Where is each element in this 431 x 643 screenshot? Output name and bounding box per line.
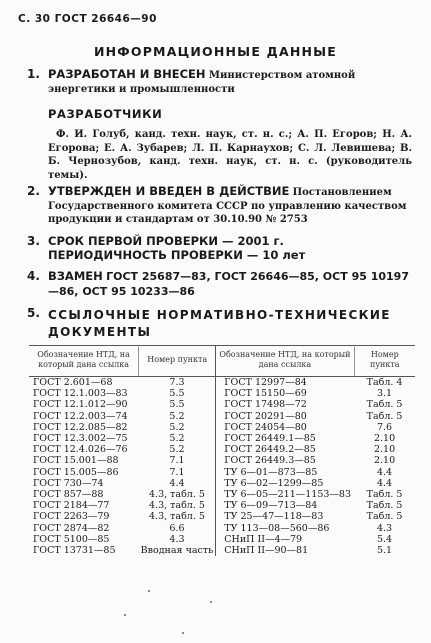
section-5-number: 5. [27, 306, 40, 320]
section-2-number: 2. [27, 184, 40, 198]
ref-clause-left: 5.2 [139, 433, 216, 444]
ref-clause-left: 4.3, табл. 5 [139, 489, 216, 500]
ref-doc-left: ГОСТ 12.1.003—83 [33, 388, 128, 400]
ref-doc-right: ГОСТ 26449.2—85 [224, 444, 316, 456]
section-1 [27, 68, 412, 96]
ref-doc-right: ТУ 113—08—560—86 [224, 522, 330, 534]
col-header-clause-right: Номер пункта [354, 346, 415, 377]
scan-speck [210, 601, 212, 603]
table-row [29, 534, 415, 545]
table-header-row [29, 346, 415, 377]
section-3-line-1: СРОК ПЕРВОЙ ПРОВЕРКИ — 2001 г. [48, 234, 284, 248]
scan-speck [148, 590, 150, 592]
section-2-text: Постановлением Государственного комитета СССР по управлению качеством продукции и стандартам от 30.10.90 № 2753 [48, 187, 407, 225]
section-3-line-2: ПЕРИОДИЧНОСТЬ ПРОВЕРКИ — 10 лет [48, 247, 306, 262]
ref-clause-right: Табл. 5 [366, 500, 403, 512]
section-5 [27, 307, 412, 341]
section-3-number: 3. [27, 234, 40, 248]
ref-clause-left: 4.4 [139, 478, 216, 489]
ref-clause-left: 4.3 [139, 534, 216, 545]
ref-clause-left: 6.6 [139, 523, 216, 534]
ref-doc-right: ГОСТ 12997—84 [224, 377, 307, 388]
section-4-heading: ВЗАМЕН [48, 269, 103, 283]
ref-clause-right: 2.10 [373, 455, 396, 467]
developers-text: Ф. И. Голуб, канд. техн. наук, ст. н. с.; А. П. Егоров; Н. А. Егорова; Е. А. Зубарев; Л. П. Карнаухов; С. Л. Левишева; В. Б. Чернозубов, канд. техн. наук, ст. н. с. (руководитель темы). [48, 129, 412, 181]
ref-clause-right: 5.1 [376, 545, 393, 557]
ref-clause-left: 5.5 [139, 399, 216, 410]
col-header-doc-left: Обозначение НТД, на который дана ссылка [29, 346, 139, 377]
ref-clause-right: 5.4 [376, 533, 393, 545]
section-4-text: ГОСТ 25687—83, ГОСТ 26646—85, ОСТ 95 10197—86, ОСТ 95 10233—86 [48, 270, 409, 298]
table-row [29, 511, 415, 522]
ref-doc-right: СНиП II—90—81 [224, 545, 309, 557]
ref-clause-right: Табл. 4 [366, 377, 403, 388]
references-table [29, 345, 415, 556]
ref-clause-left: 5.2 [139, 422, 216, 433]
ref-doc-left: ГОСТ 857—88 [33, 489, 104, 501]
scan-speck [182, 632, 184, 634]
col-header-doc-right: Обозначение НТД, на который дана ссылка [216, 346, 354, 377]
section-2 [27, 185, 412, 227]
ref-doc-right: СНиП II—4—79 [224, 533, 303, 545]
ref-doc-right: ГОСТ 17498—72 [224, 399, 307, 411]
ref-clause-right: 7.6 [376, 421, 393, 433]
ref-clause-right: 2.10 [373, 433, 396, 445]
table-row [29, 545, 415, 556]
document-title: ИНФОРМАЦИОННЫЕ ДАННЫЕ [93, 44, 338, 59]
ref-doc-right: ТУ 6—05—211—1153—83 [224, 489, 352, 501]
ref-doc-left: ГОСТ 12.2.085—82 [33, 421, 128, 433]
ref-doc-left: ГОСТ 5100—85 [33, 533, 110, 545]
table-row [29, 377, 415, 389]
ref-doc-left: ГОСТ 730—74 [33, 477, 104, 489]
ref-doc-right: ГОСТ 26449.1—85 [224, 433, 316, 445]
ref-doc-left: ГОСТ 12.1.012—90 [33, 399, 128, 411]
ref-doc-right: ГОСТ 24054—80 [224, 421, 307, 433]
ref-clause-right: 4.4 [376, 477, 393, 489]
table-row [29, 433, 415, 444]
ref-doc-right: ТУ 6—01—873—85 [224, 466, 318, 478]
table-row [29, 467, 415, 478]
table-row [29, 455, 415, 466]
ref-doc-left: ГОСТ 2.601—68 [33, 377, 113, 388]
ref-doc-left: ГОСТ 15.001—88 [33, 455, 119, 467]
col-header-clause-left: Номер пункта [139, 346, 216, 377]
table-row [29, 411, 415, 422]
section-1-heading: РАЗРАБОТАН И ВНЕСЕН [48, 67, 206, 81]
table-row [29, 444, 415, 455]
ref-doc-left: ГОСТ 13731—85 [33, 545, 116, 557]
ref-clause-left: 5.2 [139, 411, 216, 422]
table-row [29, 399, 415, 410]
section-2-heading: УТВЕРЖДЕН И ВВЕДЕН В ДЕЙСТВИЕ [48, 184, 290, 198]
ref-clause-left: 5.2 [139, 444, 216, 455]
table-row [29, 523, 415, 534]
developers-list [48, 128, 412, 182]
ref-doc-right: ГОСТ 15150—69 [224, 388, 307, 400]
ref-clause-left: 4.3, табл. 5 [139, 500, 216, 511]
ref-clause-left: 7.1 [139, 467, 216, 478]
ref-doc-left: ГОСТ 2184—77 [33, 500, 110, 512]
section-5-heading: ССЫЛОЧНЫЕ НОРМАТИВНО-ТЕХНИЧЕСКИЕ ДОКУМЕНТЫ [48, 308, 391, 339]
section-1-number: 1. [27, 67, 40, 81]
ref-clause-right: Табл. 5 [366, 489, 403, 501]
table-row [29, 489, 415, 500]
section-4-number: 4. [27, 269, 40, 283]
section-4 [27, 270, 412, 299]
ref-clause-right: 4.3 [376, 522, 393, 534]
ref-clause-right: Табл. 5 [366, 511, 403, 523]
ref-clause-left: 7.1 [139, 455, 216, 466]
ref-doc-right: ТУ 6—09—713—84 [224, 500, 318, 512]
ref-clause-right: 2.10 [373, 444, 396, 456]
scan-speck [124, 614, 126, 616]
ref-doc-right: ТУ 25—47—118—83 [224, 511, 324, 523]
ref-clause-right: 4.4 [376, 466, 393, 478]
ref-doc-left: ГОСТ 12.2.003—74 [33, 410, 128, 422]
ref-doc-right: ГОСТ 20291—80 [224, 410, 307, 422]
table-row [29, 478, 415, 489]
ref-clause-right: 3.1 [376, 388, 393, 400]
ref-clause-right: Табл. 5 [366, 399, 403, 411]
ref-doc-right: ТУ 6—02—1299—85 [224, 477, 324, 489]
section-1-text: Министерством атомной энергетики и промышленности [48, 70, 356, 95]
table-row [29, 388, 415, 399]
table-row [29, 422, 415, 433]
ref-clause-right: Табл. 5 [366, 410, 403, 422]
ref-doc-left: ГОСТ 2263—79 [33, 511, 110, 523]
section-3 [27, 235, 412, 262]
ref-clause-left: Вводная часть [139, 545, 216, 556]
ref-doc-left: ГОСТ 15.005—86 [33, 466, 119, 478]
page-header: С. 30 ГОСТ 26646—90 [18, 13, 157, 25]
ref-clause-left: 7.3 [139, 377, 216, 389]
developers-title: РАЗРАБОТЧИКИ [48, 107, 163, 121]
ref-clause-left: 5.5 [139, 388, 216, 399]
ref-doc-left: ГОСТ 2874—82 [33, 522, 110, 534]
ref-doc-left: ГОСТ 12.3.002—75 [33, 433, 128, 445]
table-row [29, 500, 415, 511]
ref-doc-left: ГОСТ 12.4.026—76 [33, 444, 128, 456]
ref-doc-right: ГОСТ 26449.3—85 [224, 455, 316, 467]
ref-clause-left: 4.3, табл. 5 [139, 511, 216, 522]
